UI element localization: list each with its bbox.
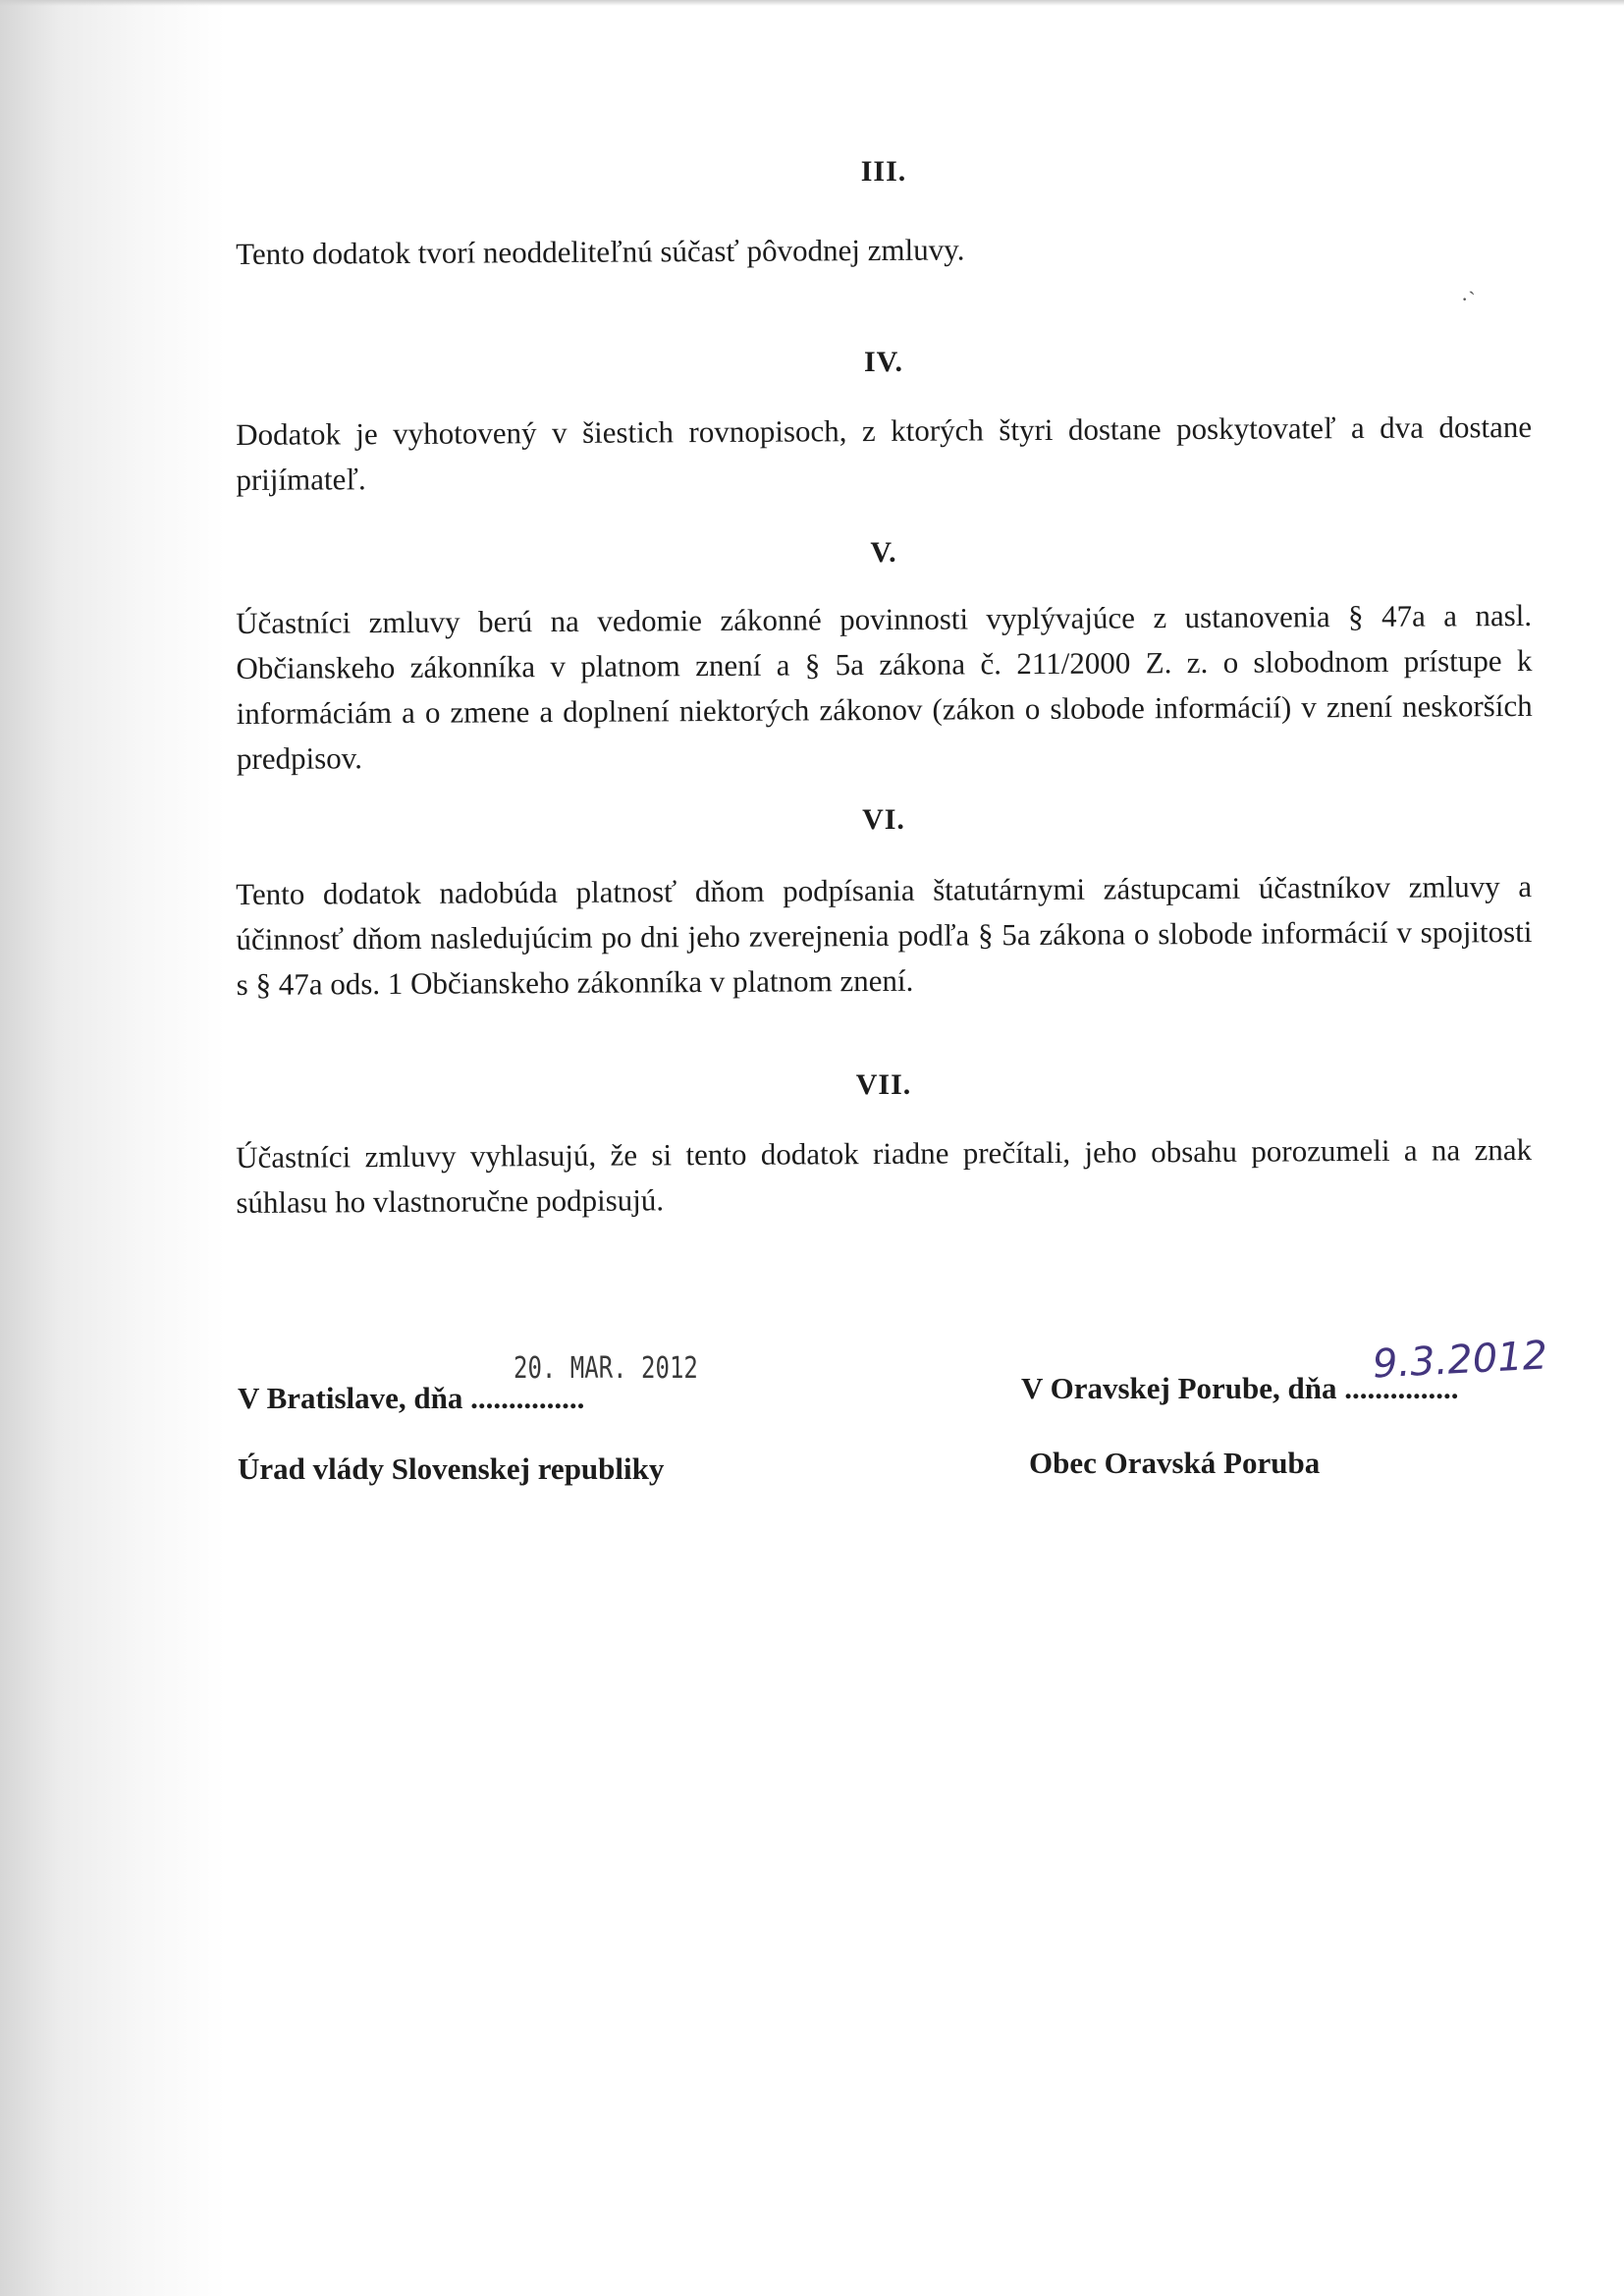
section-text-v: Účastníci zmluvy berú na vedomie zákonné povinnosti vyplývajúce z ustanovenia § 47a a nasl. Občianskeho zákonníka v platnom znení a § 5a zákona č. 211/2000 Z. z. o slobodnom prístupe k informáciám a o zmene a doplnení niektorých zákonov (zákon o slobode informácií) v znení neskorších predpisov. xyxy=(236,597,1533,776)
scan-shadow xyxy=(0,0,226,2296)
stamp-date-left: 20. MAR. 2012 xyxy=(514,1351,698,1386)
section-text-iii: Tento dodatok tvorí neoddeliteľnú súčasť pôvodnej zmluvy. xyxy=(236,232,965,271)
section-heading-iii: III. xyxy=(860,155,907,188)
section-text-vi: Tento dodatok nadobúda platnosť dňom podpísania štatutárnymi zástupcami účastníkov zmluvy a účinnosť dňom nasledujúcim po dni jeho zverejnenia podľa § 5a zákona o slobode informácií v spojitosti s § 47a ods. 1 Občianskeho zákonníka v platnom znení. xyxy=(236,868,1533,1002)
section-heading-iv: IV. xyxy=(864,346,903,378)
place-date-left: V Bratislave, dňa ............... xyxy=(238,1381,585,1415)
scan-top-edge xyxy=(0,0,1624,6)
section-heading-vii: VII. xyxy=(855,1068,912,1101)
place-date-right: V Oravskej Porube, dňa ............... xyxy=(1021,1371,1459,1405)
section-text-vii: Účastníci zmluvy vyhlasujú, že si tento dodatok riadne prečítali, jeho obsahu porozumeli a na znak súhlasu ho vlastnoručne podpisujú. xyxy=(236,1131,1533,1220)
section-text-iv: Dodatok je vyhotovený v šiestich rovnopisoch, z ktorých štyri dostane poskytovateľ a dva dostane prijímateľ. xyxy=(236,409,1533,497)
scan-mark: ·` xyxy=(1461,287,1476,311)
section-heading-v: V. xyxy=(870,536,897,569)
party-right: Obec Oravská Poruba xyxy=(1029,1446,1321,1480)
section-heading-vi: VI. xyxy=(862,803,905,836)
handwritten-date-right: 9.3.2012 xyxy=(1371,1333,1549,1388)
party-left: Úrad vlády Slovenskej republiky xyxy=(238,1451,665,1486)
